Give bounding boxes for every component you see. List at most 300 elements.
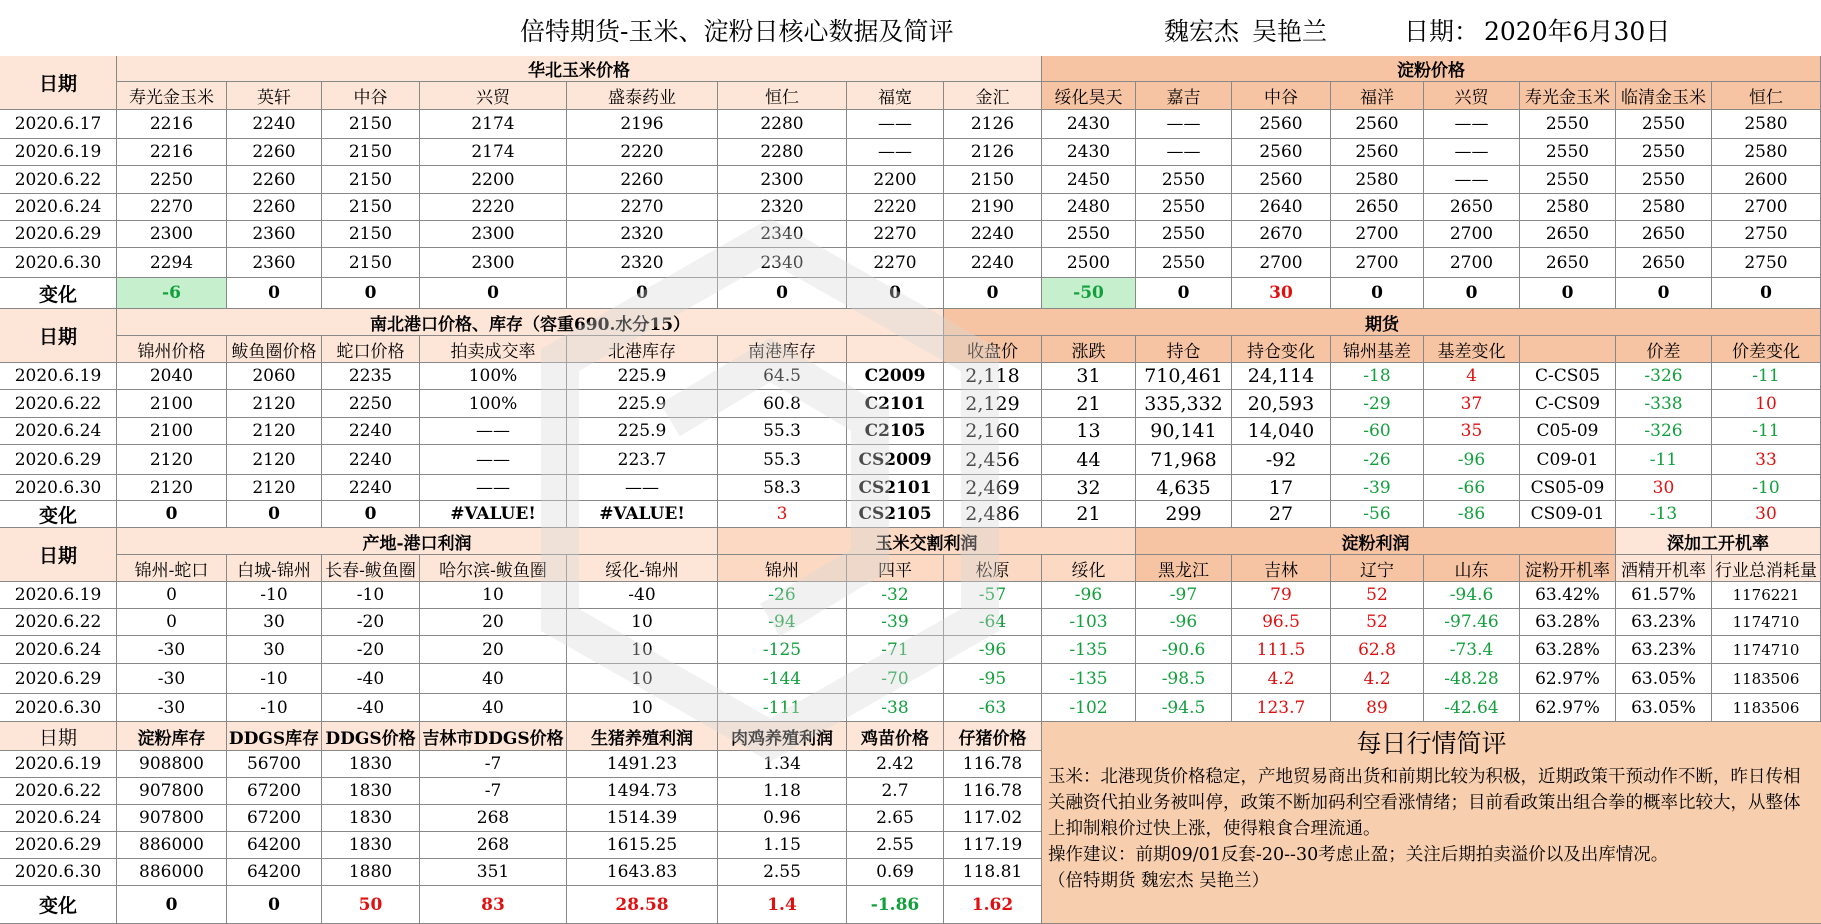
table-cell: 37 (1424, 390, 1520, 418)
table-cell: -39 (847, 609, 944, 636)
table-cell: 225.9 (567, 363, 718, 390)
table-cell: 62.97% (1520, 694, 1616, 722)
change-cell: -6 (117, 278, 227, 309)
column-header: 恒仁 (1712, 82, 1821, 110)
table-cell: 2240 (322, 418, 420, 445)
column-header: 绥化-锦州 (567, 555, 718, 582)
row-date: 2020.6.19 (0, 363, 117, 390)
contract-code: CS2009 (847, 445, 944, 475)
table-cell: 268 (420, 805, 567, 832)
table-cell: 35 (1424, 418, 1520, 445)
table-cell: 2150 (322, 221, 420, 248)
table-cell: 2126 (944, 110, 1042, 139)
table-cell: -135 (1042, 664, 1136, 694)
table-cell: 64200 (227, 859, 322, 886)
table-cell: 2600 (1712, 166, 1821, 194)
change-cell: 0 (420, 278, 567, 309)
table-cell: 1.34 (718, 751, 847, 778)
table-cell: 1514.39 (567, 805, 718, 832)
table-cell: -96 (944, 636, 1042, 664)
table-cell: 225.9 (567, 418, 718, 445)
daily-commentary (1042, 722, 1821, 924)
table-cell: 20,593 (1232, 390, 1331, 418)
table-cell: -92 (1232, 445, 1331, 475)
table-cell: 2260 (227, 166, 322, 194)
row-date: 2020.6.24 (0, 418, 117, 445)
table-cell: —— (420, 475, 567, 501)
change-cell: CS2105 (847, 501, 944, 528)
table-cell: 79 (1232, 582, 1331, 609)
change-cell: 0 (322, 501, 420, 528)
column-header: 锦州基差 (1331, 336, 1424, 363)
contract-code: C2105 (847, 418, 944, 445)
table-cell: -39 (1331, 475, 1424, 501)
table-cell: 2550 (1616, 166, 1712, 194)
table-cell: 2240 (227, 110, 322, 139)
column-header: 锦州价格 (117, 336, 227, 363)
row-date: 2020.6.24 (0, 636, 117, 664)
table-cell: 225.9 (567, 390, 718, 418)
column-header: 价差 (1616, 336, 1712, 363)
column-header: 寿光金玉米 (117, 82, 227, 110)
table-cell: 64200 (227, 832, 322, 859)
table-cell: 2,118 (944, 363, 1042, 390)
table-cell: -10 (322, 582, 420, 609)
column-header: 吉林市DDGS价格 (420, 722, 567, 751)
table-cell: -7 (420, 751, 567, 778)
table-cell: 116.78 (944, 751, 1042, 778)
table-cell: 2150 (322, 110, 420, 139)
table-cell: -135 (1042, 636, 1136, 664)
change-cell: -1.86 (847, 886, 944, 924)
table-cell: 71,968 (1136, 445, 1232, 475)
column-header: 四平 (847, 555, 944, 582)
change-cell: 0 (1331, 278, 1424, 309)
table-cell: —— (847, 110, 944, 139)
table-cell: 1174710 (1712, 636, 1821, 664)
table-cell: 2320 (718, 194, 847, 221)
change-cell: 1.4 (718, 886, 847, 924)
row-date: 2020.6.22 (0, 390, 117, 418)
row-date: 2020.6.29 (0, 832, 117, 859)
table-cell: 100% (420, 390, 567, 418)
row-date: 2020.6.24 (0, 194, 117, 221)
table-cell: 2560 (1232, 139, 1331, 166)
change-cell: 299 (1136, 501, 1232, 528)
table-cell: 33 (1712, 445, 1821, 475)
column-header: 南港库存 (718, 336, 847, 363)
table-cell: 2240 (944, 248, 1042, 278)
table-cell: 0 (117, 582, 227, 609)
table-cell: 4.2 (1232, 664, 1331, 694)
change-cell: -50 (1042, 278, 1136, 309)
table-cell: 2190 (944, 194, 1042, 221)
table-cell: 2.7 (847, 778, 944, 805)
table-cell: 63.05% (1616, 694, 1712, 722)
commentary-suggestion: 操作建议：前期09/01反套-20--30考虑止盈；关注后期拍卖溢价以及出库情况。 (1048, 845, 1669, 865)
change-cell: 0 (944, 278, 1042, 309)
column-header: 英轩 (227, 82, 322, 110)
column-header: 白城-锦州 (227, 555, 322, 582)
change-cell: CS09-01 (1520, 501, 1616, 528)
table-cell: 1830 (322, 832, 420, 859)
column-header: 蛇口价格 (322, 336, 420, 363)
change-cell: #VALUE! (420, 501, 567, 528)
table-cell: -96 (1042, 582, 1136, 609)
author-name: 吴艳兰 (1252, 17, 1328, 46)
table-cell: 21 (1042, 390, 1136, 418)
table-cell: 4.2 (1331, 664, 1424, 694)
table-cell: 63.23% (1616, 636, 1712, 664)
change-cell: 0 (718, 278, 847, 309)
column-header: 涨跌 (1042, 336, 1136, 363)
row-date: 2020.6.19 (0, 582, 117, 609)
table-cell: 2670 (1232, 221, 1331, 248)
table-cell: -70 (847, 664, 944, 694)
table-cell: 2650 (1520, 221, 1616, 248)
table-cell: 62.8 (1331, 636, 1424, 664)
column-header: 辽宁 (1331, 555, 1424, 582)
report-header (0, 0, 1821, 57)
group-header-starch: 淀粉价格 (1042, 56, 1821, 82)
table-cell: 67200 (227, 805, 322, 832)
column-header: 中谷 (322, 82, 420, 110)
table-cell: -11 (1616, 445, 1712, 475)
table-cell: 2270 (847, 248, 944, 278)
table-cell: 2,129 (944, 390, 1042, 418)
table-cell: 52 (1331, 609, 1424, 636)
change-cell: #VALUE! (567, 501, 718, 528)
table-cell: C-CS05 (1520, 363, 1616, 390)
table-cell: 1494.73 (567, 778, 718, 805)
table-cell: 13 (1042, 418, 1136, 445)
table-cell: 2650 (1331, 194, 1424, 221)
table-cell: 111.5 (1232, 636, 1331, 664)
table-cell: -57 (944, 582, 1042, 609)
column-header: 淀粉库存 (117, 722, 227, 751)
table-cell: -111 (718, 694, 847, 722)
table-cell: -40 (322, 664, 420, 694)
table-cell: 63.28% (1520, 636, 1616, 664)
group-header-starch-profit: 淀粉利润 (1136, 528, 1616, 555)
column-header: DDGS价格 (322, 722, 420, 751)
table-cell: C05-09 (1520, 418, 1616, 445)
change-label: 变化 (0, 278, 117, 309)
column-header: 酒精开机率 (1616, 555, 1712, 582)
table-cell: 40 (420, 664, 567, 694)
table-cell: 2280 (718, 139, 847, 166)
change-cell: 0 (322, 278, 420, 309)
table-cell: 2360 (227, 221, 322, 248)
table-cell: -94.6 (1424, 582, 1520, 609)
table-cell: 1176221 (1712, 582, 1821, 609)
table-cell: —— (1136, 110, 1232, 139)
table-cell: 62.97% (1520, 664, 1616, 694)
table-cell: 2120 (227, 418, 322, 445)
table-cell: 2300 (117, 221, 227, 248)
column-header: 绥化昊天 (1042, 82, 1136, 110)
table-cell: -10 (227, 582, 322, 609)
table-cell: 351 (420, 859, 567, 886)
table-cell: 1830 (322, 778, 420, 805)
table-cell: 2450 (1042, 166, 1136, 194)
table-cell: -63 (944, 694, 1042, 722)
table-cell: 2320 (567, 248, 718, 278)
table-cell: 2.55 (718, 859, 847, 886)
table-cell: 2240 (322, 475, 420, 501)
change-cell: 0 (227, 886, 322, 924)
table-cell: 17 (1232, 475, 1331, 501)
table-cell: 2700 (1424, 248, 1520, 278)
change-cell: 30 (1712, 501, 1821, 528)
table-cell: 2150 (944, 166, 1042, 194)
table-cell: 2120 (117, 445, 227, 475)
table-cell: 10 (567, 609, 718, 636)
group-header-deep-processing: 深加工开机率 (1616, 528, 1821, 555)
contract-code: C2101 (847, 390, 944, 418)
column-header: 收盘价 (944, 336, 1042, 363)
table-cell: 1830 (322, 751, 420, 778)
table-cell: -95 (944, 664, 1042, 694)
table-cell: 2560 (1232, 110, 1331, 139)
table-cell: —— (420, 418, 567, 445)
commentary-title: 每日行情简评 (1356, 729, 1507, 758)
table-cell: -18 (1331, 363, 1424, 390)
table-cell: 2120 (227, 475, 322, 501)
table-cell: -66 (1424, 475, 1520, 501)
table-cell: —— (1424, 139, 1520, 166)
table-cell: 268 (420, 832, 567, 859)
table-cell: 2150 (322, 194, 420, 221)
change-cell: -13 (1616, 501, 1712, 528)
table-cell: 2550 (1616, 110, 1712, 139)
table-cell: -11 (1712, 363, 1821, 390)
table-cell: 2174 (420, 110, 567, 139)
table-cell: 2650 (1616, 248, 1712, 278)
row-date: 2020.6.30 (0, 694, 117, 722)
table-cell: -20 (322, 636, 420, 664)
table-cell: -26 (1331, 445, 1424, 475)
table-cell: 2580 (1712, 139, 1821, 166)
table-cell: 2,469 (944, 475, 1042, 501)
table-cell: —— (567, 475, 718, 501)
table-cell: 2235 (322, 363, 420, 390)
table-cell: 1183506 (1712, 664, 1821, 694)
table-cell: 58.3 (718, 475, 847, 501)
table-cell: -96 (1424, 445, 1520, 475)
date-header: 日期 (0, 309, 117, 363)
column-header: 中谷 (1232, 82, 1331, 110)
table-cell: 2220 (420, 194, 567, 221)
table-cell: 907800 (117, 778, 227, 805)
table-cell: 2260 (567, 166, 718, 194)
table-cell: 64.5 (718, 363, 847, 390)
table-cell: 2360 (227, 248, 322, 278)
table-cell: 2240 (322, 445, 420, 475)
table-cell: 10 (1712, 390, 1821, 418)
table-cell: 2700 (1712, 194, 1821, 221)
table-cell: 2150 (322, 139, 420, 166)
column-header: 松原 (944, 555, 1042, 582)
table-cell: 2100 (117, 390, 227, 418)
table-cell: —— (1424, 110, 1520, 139)
column-header: 嘉吉 (1136, 82, 1232, 110)
table-cell: 907800 (117, 805, 227, 832)
table-cell: 2.55 (847, 832, 944, 859)
row-date: 2020.6.19 (0, 139, 117, 166)
table-cell: 20 (420, 609, 567, 636)
group-header-port: 南北港口价格、库存（容重690.水分15） (117, 309, 944, 336)
change-cell: 0 (1136, 278, 1232, 309)
group-header-north-corn: 华北玉米价格 (117, 56, 1042, 82)
table-cell: 100% (420, 363, 567, 390)
table-cell: 2260 (227, 139, 322, 166)
table-cell: -30 (117, 636, 227, 664)
table-cell: 2294 (117, 248, 227, 278)
table-cell: 2220 (847, 194, 944, 221)
table-cell: -10 (227, 694, 322, 722)
change-cell: -86 (1424, 501, 1520, 528)
column-header: 行业总消耗量 (1712, 555, 1821, 582)
table-cell: 2174 (420, 139, 567, 166)
table-cell: 2270 (567, 194, 718, 221)
change-cell: 0 (117, 501, 227, 528)
table-cell: 1174710 (1712, 609, 1821, 636)
table-cell: -11 (1712, 418, 1821, 445)
change-label: 变化 (0, 501, 117, 528)
table-cell: 2250 (322, 390, 420, 418)
row-date: 2020.6.29 (0, 445, 117, 475)
table-cell: 1.18 (718, 778, 847, 805)
table-cell: -94 (718, 609, 847, 636)
table-cell: C09-01 (1520, 445, 1616, 475)
change-cell: -56 (1331, 501, 1424, 528)
column-header: 吉林 (1232, 555, 1331, 582)
table-cell: 4 (1424, 363, 1520, 390)
table-cell: -40 (567, 582, 718, 609)
table-cell: CS05-09 (1520, 475, 1616, 501)
table-cell: 2340 (718, 221, 847, 248)
row-date: 2020.6.22 (0, 609, 117, 636)
table-cell: 2550 (1520, 166, 1616, 194)
date-label: 日期： (1404, 17, 1480, 46)
table-cell: -73.4 (1424, 636, 1520, 664)
table-cell: 2650 (1520, 248, 1616, 278)
table-cell: 1880 (322, 859, 420, 886)
table-cell: 2550 (1136, 194, 1232, 221)
table-cell: 1491.23 (567, 751, 718, 778)
table-cell: -125 (718, 636, 847, 664)
table-cell: 2430 (1042, 110, 1136, 139)
table-cell: 63.28% (1520, 609, 1616, 636)
change-cell: 3 (718, 501, 847, 528)
table-cell: 2150 (322, 166, 420, 194)
change-cell: 27 (1232, 501, 1331, 528)
table-cell: -38 (847, 694, 944, 722)
table-cell: 2270 (117, 194, 227, 221)
table-cell: 710,461 (1136, 363, 1232, 390)
change-cell: 1.62 (944, 886, 1042, 924)
column-header: 兴贸 (1424, 82, 1520, 110)
table-cell: 2580 (1712, 110, 1821, 139)
table-cell: 2700 (1232, 248, 1331, 278)
table-cell: -29 (1331, 390, 1424, 418)
table-cell: 2220 (567, 139, 718, 166)
column-header: 锦州 (718, 555, 847, 582)
table-cell: 10 (567, 664, 718, 694)
table-cell: 123.7 (1232, 694, 1331, 722)
table-cell: -71 (847, 636, 944, 664)
table-cell: -10 (227, 664, 322, 694)
column-header: 绥化 (1042, 555, 1136, 582)
table-cell: 116.78 (944, 778, 1042, 805)
table-cell: 2550 (1136, 248, 1232, 278)
change-cell: 0 (567, 278, 718, 309)
table-cell: C-CS09 (1520, 390, 1616, 418)
table-cell: 2580 (1520, 194, 1616, 221)
table-cell: 30 (227, 609, 322, 636)
table-cell: —— (847, 139, 944, 166)
table-cell: 2120 (227, 445, 322, 475)
table-cell: 2100 (117, 418, 227, 445)
table-cell: 2270 (847, 221, 944, 248)
table-cell: -103 (1042, 609, 1136, 636)
table-cell: 44 (1042, 445, 1136, 475)
table-cell: 886000 (117, 832, 227, 859)
table-cell: 2126 (944, 139, 1042, 166)
table-cell: 2650 (1616, 221, 1712, 248)
change-label: 变化 (0, 886, 117, 924)
table-cell: 2120 (227, 390, 322, 418)
change-cell: 0 (227, 278, 322, 309)
column-header: 价差变化 (1712, 336, 1821, 363)
table-cell: 67200 (227, 778, 322, 805)
table-cell: 2.65 (847, 805, 944, 832)
date-header: 日期 (0, 56, 117, 110)
table-cell: 20 (420, 636, 567, 664)
table-cell: 55.3 (718, 445, 847, 475)
column-header: 哈尔滨-鲅鱼圈 (420, 555, 567, 582)
table-cell: 2700 (1331, 221, 1424, 248)
table-cell: -20 (322, 609, 420, 636)
table-cell: 10 (567, 694, 718, 722)
table-cell: 63.05% (1616, 664, 1712, 694)
table-cell: 2260 (227, 194, 322, 221)
change-cell: 0 (1520, 278, 1616, 309)
table-cell: 2560 (1331, 139, 1424, 166)
change-cell: 28.58 (567, 886, 718, 924)
table-cell: 2700 (1331, 248, 1424, 278)
column-header: 基差变化 (1424, 336, 1520, 363)
row-date: 2020.6.29 (0, 221, 117, 248)
row-date: 2020.6.22 (0, 166, 117, 194)
table-cell: 2150 (322, 248, 420, 278)
table-cell: -48.28 (1424, 664, 1520, 694)
table-cell: 2500 (1042, 248, 1136, 278)
table-cell: -30 (117, 694, 227, 722)
table-cell: 0.69 (847, 859, 944, 886)
table-cell: 0 (117, 609, 227, 636)
column-header: 淀粉开机率 (1520, 555, 1616, 582)
table-cell: -40 (322, 694, 420, 722)
table-cell: 2300 (718, 166, 847, 194)
table-cell: 90,141 (1136, 418, 1232, 445)
column-header: 仔猪价格 (944, 722, 1042, 751)
table-cell: -30 (117, 664, 227, 694)
table-cell: 52 (1331, 582, 1424, 609)
table-cell: 2280 (718, 110, 847, 139)
table-cell: 2320 (567, 221, 718, 248)
